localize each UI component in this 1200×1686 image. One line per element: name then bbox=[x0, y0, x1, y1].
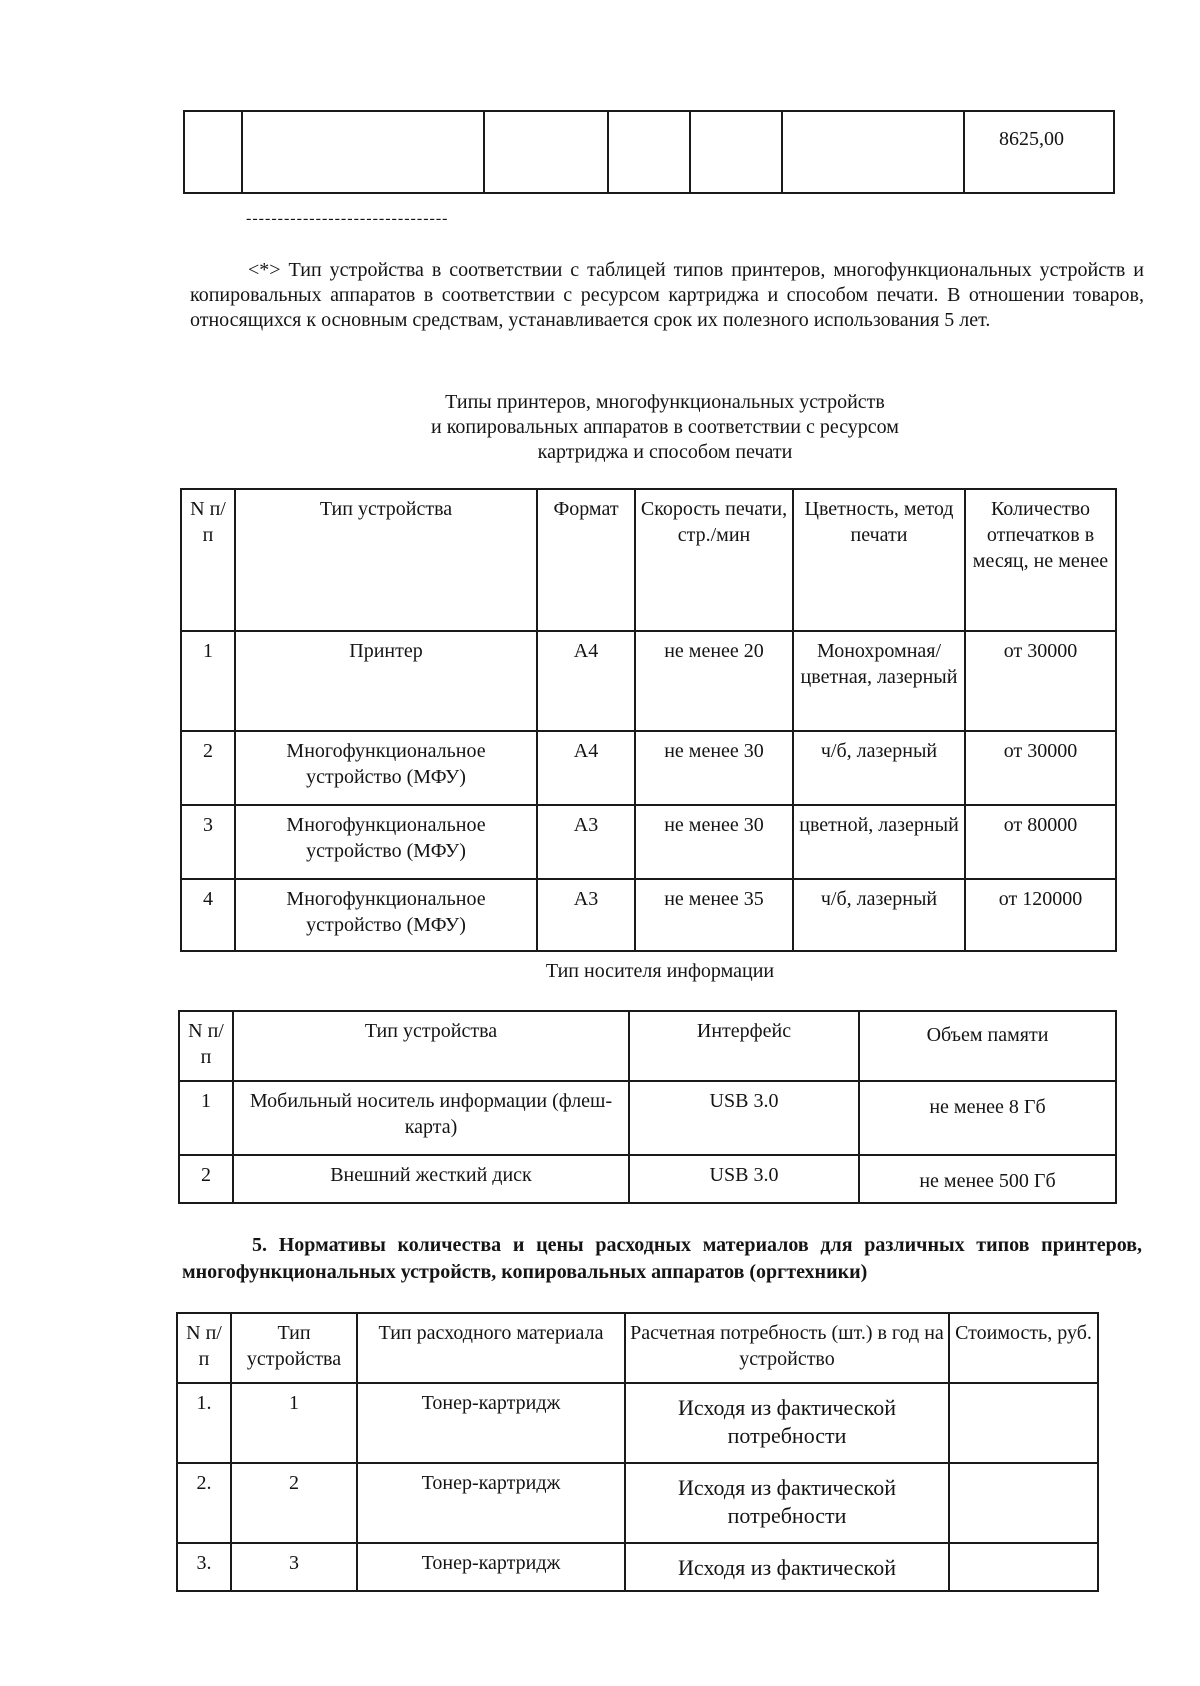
cell-empty bbox=[484, 111, 608, 193]
table-row bbox=[181, 631, 1116, 731]
row-device-type: Внешний жесткий диск bbox=[233, 1155, 629, 1203]
row-color: ч/б, лазерный bbox=[793, 879, 965, 951]
row-device-type: 3 bbox=[231, 1543, 357, 1591]
row-num: 2 bbox=[179, 1155, 233, 1203]
table-row bbox=[179, 1081, 1116, 1155]
row-cost bbox=[949, 1383, 1098, 1463]
printers-table bbox=[180, 488, 1117, 952]
header-material: Тип расходного материала bbox=[357, 1313, 625, 1383]
header-color: Цветность, метод печати bbox=[793, 489, 965, 631]
storage-media-table bbox=[178, 1010, 1117, 1204]
row-num: 3 bbox=[181, 805, 235, 879]
row-count: от 80000 bbox=[965, 805, 1116, 879]
row-num: 2 bbox=[181, 731, 235, 805]
row-device-type: Многофункциональное устройство (МФУ) bbox=[235, 879, 537, 951]
cell-empty bbox=[608, 111, 690, 193]
row-material: Тонер-картридж bbox=[357, 1463, 625, 1543]
row-material: Тонер-картридж bbox=[357, 1543, 625, 1591]
row-cost bbox=[949, 1463, 1098, 1543]
header-cost: Стоимость, руб. bbox=[949, 1313, 1098, 1383]
row-device-type: Мобильный носитель информации (флеш-карта) bbox=[233, 1081, 629, 1155]
row-num: 1 bbox=[181, 631, 235, 731]
header-memory: Объем памяти bbox=[859, 1011, 1116, 1081]
media-table-title: Тип носителя информации bbox=[545, 960, 775, 982]
row-device-type: Принтер bbox=[235, 631, 537, 731]
table-header-row bbox=[179, 1011, 1116, 1081]
row-count: от 30000 bbox=[965, 731, 1116, 805]
consumables-table bbox=[176, 1312, 1099, 1592]
header-need: Расчетная потребность (шт.) в год на устройство bbox=[625, 1313, 949, 1383]
header-count: Количество отпечатков в месяц, не менее bbox=[965, 489, 1116, 631]
header-device-type: Тип устройства bbox=[235, 489, 537, 631]
row-count: от 30000 bbox=[965, 631, 1116, 731]
row-need: Исходя из фактической bbox=[625, 1543, 949, 1591]
row-format: А3 bbox=[537, 805, 635, 879]
row-format: А4 bbox=[537, 631, 635, 731]
table-header-row bbox=[181, 489, 1116, 631]
row-device-type: 2 bbox=[231, 1463, 357, 1543]
row-num: 1. bbox=[177, 1383, 231, 1463]
table-row bbox=[181, 731, 1116, 805]
header-device-type: Тип устройства bbox=[231, 1313, 357, 1383]
table-row bbox=[177, 1543, 1098, 1591]
row-device-type: Многофункциональное устройство (МФУ) bbox=[235, 731, 537, 805]
cell-empty bbox=[184, 111, 242, 193]
row-speed: не менее 20 bbox=[635, 631, 793, 731]
row-device-type: Многофункциональное устройство (МФУ) bbox=[235, 805, 537, 879]
row-material: Тонер-картридж bbox=[357, 1383, 625, 1463]
cell-empty bbox=[242, 111, 484, 193]
section-5-heading: 5. Нормативы количества и цены расходных материалов для различных типов принтеров, многофункциональных устройств, копировальных аппаратов (оргтехники) bbox=[182, 1234, 1142, 1283]
row-need: Исходя из фактической потребности bbox=[625, 1463, 949, 1543]
table-row bbox=[179, 1155, 1116, 1203]
row-speed: не менее 30 bbox=[635, 805, 793, 879]
header-speed: Скорость печати, стр./мин bbox=[635, 489, 793, 631]
header-num: N п/п bbox=[179, 1011, 233, 1081]
continuation-table bbox=[183, 110, 1115, 194]
table-header-row bbox=[177, 1313, 1098, 1383]
row-speed: не менее 30 bbox=[635, 731, 793, 805]
table-row bbox=[177, 1383, 1098, 1463]
cell-empty bbox=[782, 111, 964, 193]
row-device-type: 1 bbox=[231, 1383, 357, 1463]
row-interface: USB 3.0 bbox=[629, 1081, 859, 1155]
header-num: N п/п bbox=[177, 1313, 231, 1383]
row-num: 2. bbox=[177, 1463, 231, 1543]
row-num: 4 bbox=[181, 879, 235, 951]
footnote-text: <*> Тип устройства в соответствии с таблицей типов принтеров, многофункциональных устройств и копировальных аппаратов в соответствии с ресурсом картриджа и способом печати. В отношении товаров, относящихся к основным средствам, устанавливается срок их полезного использования 5 лет. bbox=[190, 259, 1144, 331]
row-need: Исходя из фактической потребности bbox=[625, 1383, 949, 1463]
table-row bbox=[181, 879, 1116, 951]
footnote-separator: -------------------------------- bbox=[246, 210, 449, 227]
row-cost bbox=[949, 1543, 1098, 1591]
row-interface: USB 3.0 bbox=[629, 1155, 859, 1203]
title-line: Типы принтеров, многофункциональных устройств bbox=[445, 391, 885, 413]
title-line: картриджа и способом печати bbox=[537, 441, 793, 463]
row-format: А4 bbox=[537, 731, 635, 805]
cell-empty bbox=[690, 111, 782, 193]
row-color: цветной, лазерный bbox=[793, 805, 965, 879]
row-memory: не менее 8 Гб bbox=[859, 1081, 1116, 1155]
row-memory: не менее 500 Гб bbox=[859, 1155, 1116, 1203]
title-line: и копировальных аппаратов в соответствии с ресурсом bbox=[431, 416, 899, 438]
header-device-type: Тип устройства bbox=[233, 1011, 629, 1081]
row-count: от 120000 bbox=[965, 879, 1116, 951]
row-num: 1 bbox=[179, 1081, 233, 1155]
table-row bbox=[177, 1463, 1098, 1543]
row-color: ч/б, лазерный bbox=[793, 731, 965, 805]
row-color: Монохромная/цветная, лазерный bbox=[793, 631, 965, 731]
table-row bbox=[181, 805, 1116, 879]
header-format: Формат bbox=[537, 489, 635, 631]
header-interface: Интерфейс bbox=[629, 1011, 859, 1081]
printers-table-title bbox=[330, 390, 1000, 465]
row-format: А3 bbox=[537, 879, 635, 951]
header-num: N п/п bbox=[181, 489, 235, 631]
row-speed: не менее 35 bbox=[635, 879, 793, 951]
total-cell: 8625,00 bbox=[964, 111, 1114, 193]
row-num: 3. bbox=[177, 1543, 231, 1591]
